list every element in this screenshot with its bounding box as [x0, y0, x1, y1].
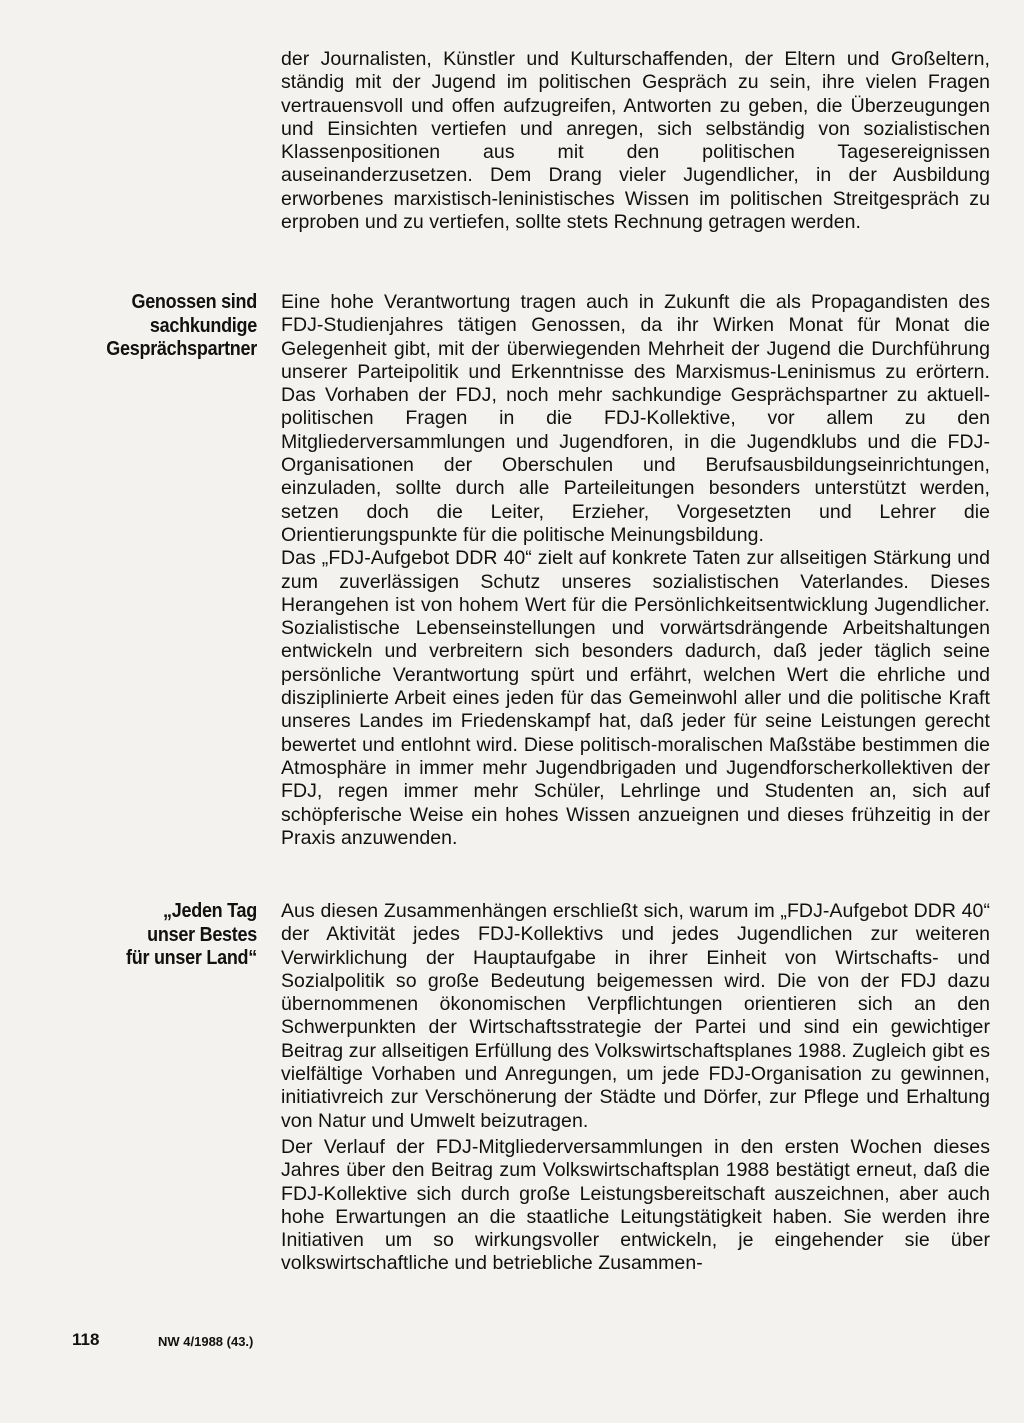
- side-heading-line: „Jeden Tag: [163, 900, 257, 922]
- side-heading-line: für unser Land“: [126, 947, 257, 969]
- side-heading-line: unser Bestes: [147, 923, 257, 946]
- side-heading-line: Gesprächspartner: [106, 338, 257, 360]
- paragraph-aufgebot: Das „FDJ-Aufgebot DDR 40“ zielt auf konkrete Taten zur allseitigen Stärkung und zum zuverlässigen Schutz unseres sozialistischen Vaterlandes. Dieses Herangehen ist von hohem Wert für die Persönlichkeitsentwicklung Jugendlicher. Sozialistische Lebenseinstellungen und vorwärtsdrängende Arbeitshaltungen entwickeln und verbreitern sich besonders dadurch, daß jeder täglich seine persönliche Verantwortung spürt und erfährt, welchen Wert die ehrliche und disziplinierte Arbeit eines jeden für das Gemeinwohl aller und die politische Kraft unseres Landes im Friedenskampf hat, daß jeder für seine Leistungen gerecht bewertet und entlohnt wird. Diese politisch-moralischen Maßstäbe bestimmen die Atmosphäre in immer mehr Jugendbrigaden und Jugendforscherkollektiven der FDJ, regen immer mehr Schüler, Lehrlinge und Studenten an, sich auf schöpferische Weise ein hohes Wissen anzueignen und dieses frühzeitig in der Praxis anzuwenden.: [281, 547, 990, 849]
- paragraph-propagandisten: Eine hohe Verantwortung tragen auch in Zukunft die als Propagandisten des FDJ-Studienjahres tätigen Genossen, da ihr Wirken Monat für Monat die Gelegenheit gibt, mit der überwiegenden Mehrheit der Jugend die Durchführung unserer Parteipolitik und Erkenntnisse des Marxismus-Leninismus zu erörtern. Das Vorhaben der FDJ, noch mehr sachkundige Gesprächspartner zu aktuell-politischen Fragen in die FDJ-Kollektive, vor allem zu den Mitgliederversammlungen und Jugendforen, in die Jugendklubs und die FDJ-Organisationen der Oberschulen und Berufsausbildungseinrichtungen, einzuladen, sollte durch alle Parteileitungen besonders unterstützt werden, setzen doch die Leiter, Erzieher, Vorgesetzten und Lehrer die Orientierungspunkte für die politische Meinungsbildung.: [281, 291, 990, 546]
- body-block-genossen: [281, 291, 990, 850]
- paragraph-intro: der Journalisten, Künstler und Kulturschaffenden, der Eltern und Großeltern, ständig mit der Jugend im politischen Gespräch zu sein, ihre vielen Fragen vertrauensvoll und offen aufzugreifen, Antworten zu geben, die Überzeugungen und Einsichten vertiefen und anregen, sich selbständig von sozialistischen Klassenpositionen aus mit den politischen Tagesereignissen auseinanderzusetzen. Dem Drang vieler Jugendlicher, in der Ausbildung erworbenes marxistisch-leninistisches Wissen im politischen Streitgespräch zu erproben und zu vertiefen, sollte stets Rechnung getragen werden.: [281, 48, 990, 234]
- page-number: 118: [72, 1330, 100, 1349]
- paragraph-zusammenhaenge: Aus diesen Zusammenhängen erschließt sich, warum im „FDJ-Aufgebot DDR 40“ der Aktivität jedes FDJ-Kollektivs und jedes Jugendlichen zur weiteren Verwirklichung der Hauptaufgabe in ihrer Einheit von Wirtschafts- und Sozialpolitik so große Bedeutung beigemessen wird. Die von der FDJ dazu übernommenen ökonomischen Verpflichtungen orientieren sich an den Schwerpunkten der Wirtschaftsstrategie der Partei und sind ein gewichtiger Beitrag zur allseitigen Erfüllung des Volkswirtschaftsplanes 1988. Zugleich gibt es vielfältige Vorhaben und Anregungen, um jede FDJ-Organisation zu gewinnen, initiativreich zur Verschönerung der Städte und Dörfer, zur Pflege und Erhaltung von Natur und Umwelt beizutragen.: [281, 900, 990, 1132]
- paragraph-mitgliederversammlungen: Der Verlauf der FDJ-Mitgliederversammlungen in den ersten Wochen dieses Jahres über den Beitrag zum Volkswirtschaftsplan 1988 bestätigt erneut, daß die FDJ-Kollektive sich durch große Leistungsbereitschaft auszeichnen, aber auch hohe Erwartungen an die staatliche Leitungstätigkeit haben. Sie werden ihre Initiativen um so wirkungsvoller entwickeln, je eingehender sie über volkswirtschaftliche und betriebliche Zusammen-: [281, 1135, 990, 1275]
- body-block-jeden-tag: [281, 900, 990, 1276]
- issue-reference: NW 4/1988 (43.): [158, 1334, 254, 1349]
- side-heading-line: sachkundige: [149, 314, 257, 337]
- side-heading-line: Genossen sind: [131, 291, 257, 313]
- side-heading-genossen: [77, 291, 257, 362]
- side-heading-jeden-tag: [77, 900, 257, 971]
- body-block-intro: [281, 48, 990, 234]
